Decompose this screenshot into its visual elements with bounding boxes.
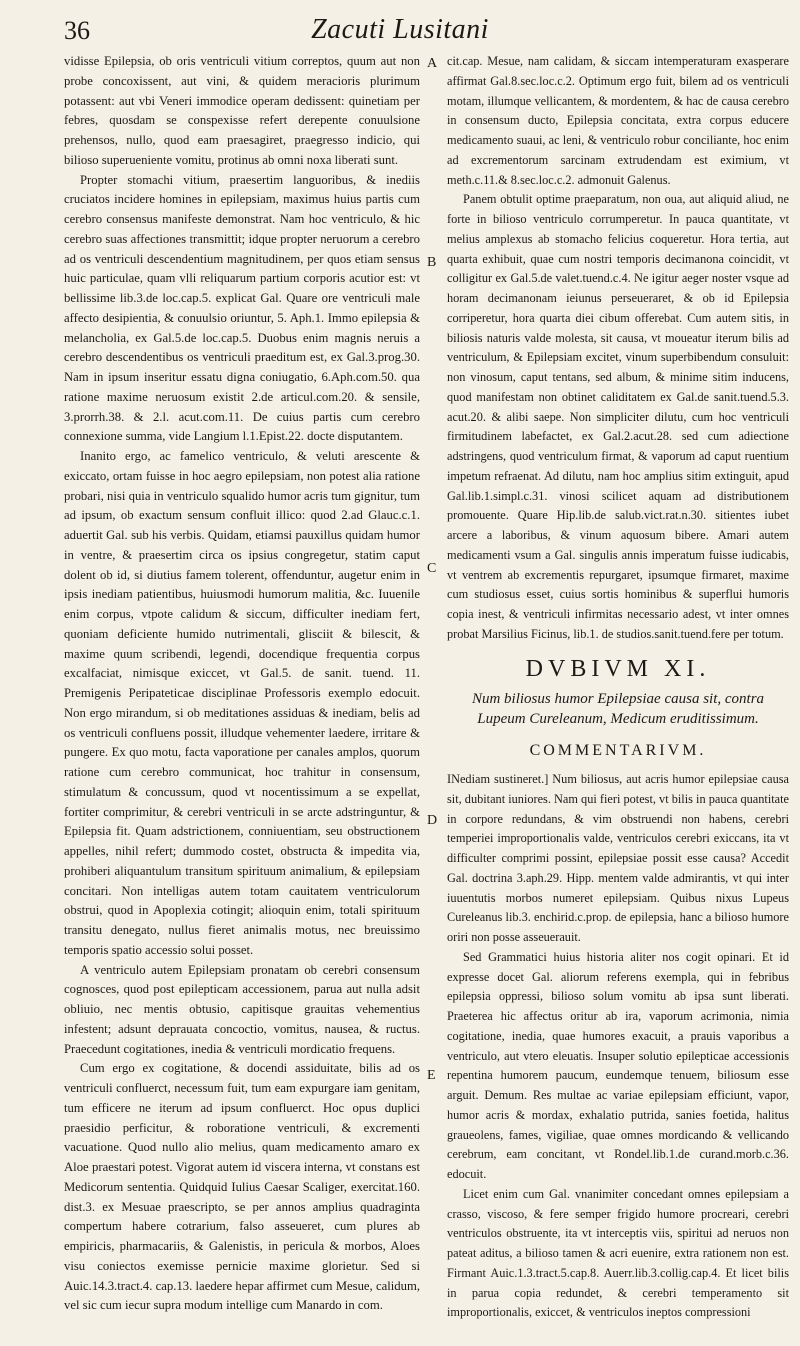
paragraph: Propter stomachi vitium, praesertim languoribus, & inediis cruciatos incidere homines in epilepsiam, maximus huius partis cum cerebro consensus manifeste demonstrat. Nam hoc ventriculo, & hic cerebro suas affectiones transmittit; idque propter neruorum a cerebro ad os ventriculi descendentium magnitudinem, per quos etiam sensus huic particulae, quam vlli reliquarum partium corporis acutior est: vt bellissime lib.3.de loc.cap.5. explicat Gal. Quare ore ventriculi male affecto desipientia, & conuulsio oriuntur, 5. Aph.1. Immo epilepsia & melancholia, ex Gal.5.de loc.cap.5. Duobus enim magnis neruis a cerebro descendentibus os ventriculi praeditum est, ex Gal.3.prog.30. Nam in ipsum inseritur essatu digna coniugatio, 6.Aph.com.50. qua ratione maxime neruosum existit 2.de articul.com.20. & sensile, 3.prorrh.38. & 2.l. acut.com.11. De cuius partis cum cerebro connexione summa, vide Langium l.1.Epist.22. docte disputantem.	[64, 172, 420, 444]
paragraph: Inanito ergo, ac famelico ventriculo, & veluti arescente & exiccato, ortam fuisse in hoc aegro epilepsiam, non potest alia ratione probari, nisi quia in ventriculo squalido humor acris tum gignitur, tum ad ipsum, ob exactum sensum confluit illico: quod 2.ad Glauc.c.1. aduertit Gal. sub his verbis. Quidam, etiamsi pauxillus quidam humor in ventre, & praesertim circa os ipsius congregetur, statim caput dolent ob id, si diutius famem tolerent, offenduntur, augetur enim in ipsis inediam patientibus, huiusmodi humorum malitia, &c. Iuuenile enim corpus, vtpote calidum & siccum, difficulter inediam fert, quoniam deficiente humido nutrimentali, glisciit & bilescit, & maxime quum scribendi, legendi, docendique frequentia corpus excalfaciat, nimisque exiccet, vt Gal.5. de sanit. tuend. 11. Premigenis Peripateticae disciplinae Professoris exemplo edocuit. Non ergo mirandum, si ob meditationes assiduas & inediam, belis ad os ventriculi confluens possit, illudque vehementer laedere, irritare & pungere. Ex quo motu, facta vaporatione per canales amplos, quorum ratione cum cerebro communicat, hoc trahitur in consensum, stimulatum & concussum, quod vt nocentissimum a se expellat, fortiter comprimitur, & cerebri ventriculi in se arcte adstringuntur, & Epilepsia fit. Quam adstrictionem, conniuentiam, seu obstructionem appelles, nihil refert; dummodo costet, obstructa & impedita via, prohiberi aliquantulum transitum spirituum animalium, & epilepsiam concitari. Non intelligas autem totam cauitatem ventriculorum obstrui, quod in Apoplexia cotingit; alioquin enim, totali spirituum transitu denegato, nullus fieret animalis motus, nec breuissimo temporis spatio accessio solui posset.	[64, 449, 420, 957]
page-number: 36	[64, 16, 90, 45]
section-heading: DVBIVM XI.	[525, 655, 711, 682]
paragraph: Cum ergo ex cogitatione, & docendi assiduitate, bilis ad os ventriculi confluerct, necessum fuit, tum eam expurgare iam genitam, tum efficere ne iterum ad ipsum confluerct. Hoc opus duplici praesidio perficitur, & roboratione ventriculi, & excrementi vacuatione. Quod nullo alio melius, quam medicamento amaro ex Aloe praestari potest. Vigorat autem id viscera interna, vt constans est Medicorum sententia. Quidquid Iulius Caesar Scaliger, exercitat.160. dist.3. ex Mesuae praescripto, se per annos amplius quadraginta compertum habere cotrarium, falso asseueret, cum plures ab empiricis, pharmacariis, & Galenistis, in pericula & morbos, Aloes visu coniectos exemisse pernicie maxime glorietur. Sed si Auic.14.3.tract.4. cap.13. laedere hepar affirmet cum Mesue, calidum, vel sic cum iecur supra modum intellige cum Manardo in com.	[64, 1061, 420, 1313]
left-column	[64, 52, 420, 1316]
margin-letter-c: C	[427, 561, 437, 576]
right-column	[447, 52, 789, 1323]
paragraph: Licet enim cum Gal. vnanimiter concedant omnes epilepsiam a crasso, viscoso, & fere semper frigido humore procreari, cerebri ventriculos obstruente, ita vt interceptis viis, spiritui ad neruos non pateat aditus, a bilioso tamen & acri euenire, extra rationem non est. Firmant Auic.1.3.tract.5.cap.8. Auerr.lib.3.collig.cap.4. Et licet bilis in parua copia redundet, & cerebri temperamento sit improportionalis, exiccet, & ventriculos ineptos compressioni	[447, 1186, 789, 1320]
margin-letter-d: D	[427, 813, 438, 828]
paragraph: Panem obtulit optime praeparatum, non oua, aut aliquid aliud, ne forte in bilioso ventriculo corrumperetur. In pauca quantitate, vt melius amplexus ab stomacho felicius coqueretur. Hora tertia, aut quarta exhibuit, quae cum nostri temporis decimanona coincidit, vt colligitur ex Gal.5.de valet.tuend.c.4. Ne igitur aeger noster vsque ad horam decimanonam ieiunus perseueraret, & ob id Epilepsia corriperetur, hora quarta diei cibum offerebat. Cum autem sitis, in biliosis naturis valde molesta, sit causa, vt moueatur iterum bilis ad ventriculum, & Epilepsiam excitet, vinum superbibendum consuluit: non vinosum, caput tentans, sed album, & minime sitim inducens, quod manifestam non obtinet caliditatem ex Gal.de sanit.tuend.5.3. acut.20. & alibi saepe. Non simpliciter dilutu, cum hoc ventriculi firmitudinem labefactet, ex Gal.2.acut.28. sed cum adiectione adstringens, quod ventriculum firmat, & vaporum ad caput ruentium impetum refraenat. Ad dilutu, nam hoc amplius sitim extinguit, apud Gal.lib.1.simpl.c.31. vinosi scilicet aquam ad distributionem promouente. Quare Hip.lib.de salub.vict.rat.n.30. sitientes iubet arcere a laboribus, & vinum aquosum bibere. Amari autem medicamenti vsum a Gal. singulis annis imperatum fuisse iudicabis, vt ventrem ab excrementis repurgaret, ipsumque firmaret, maxime cum studiosus esset, cuius sortis hominibus & superflui humoris copia inest, & ventriculi infirmitas necessario adest, vt inter omnes probat Marsilius Ficinus, lib.1. de studios.sanit.tuend.fere per totum.	[447, 192, 789, 641]
running-head	[0, 14, 800, 50]
paragraph: cit.cap. Mesue, nam calidam, & siccam intemperaturam exasperare affirmat Gal.8.sec.loc.c.2. Optimum ergo fuit, bilem ad os ventriculi motam, illumque vellicantem, & mordentem, & hac de causa cerebro in consensum ducto, Epilepsia concitata, extra corpus educere medicamento suaui, ac leni, & ventriculo robur conciliante, hoc enim ad excrementorum sarcinam extrudendam est eximium, vt meth.c.11.& 8.sec.loc.c.2. admonuit Galenus.	[447, 54, 789, 187]
margin-letter-e: E	[427, 1068, 436, 1083]
paragraph: vidisse Epilepsia, ob oris ventriculi vitium correptos, quum aut non probe concoxissent, aut vini, & quidem meracioris plurimum potassent: aut vbi Veneri immodice operam dedissent: quinetiam per febres, quosdam se conspexisse refert derepente conuulsione prehensos, nullo, quod eam praesagiret, praegresso indicio, qui bilioso superueniente vomitu, protinus ab omni noxa liberati sunt.	[64, 54, 420, 167]
margin-letter-a: A	[427, 56, 438, 71]
running-title: Zacuti Lusitani	[311, 14, 489, 45]
commentary-heading: COMMENTARIVM.	[529, 742, 707, 760]
section-question: Num biliosus humor Epilepsiae causa sit, contra Lupeum Cureleanum, Medicum eruditissimum.	[471, 691, 765, 728]
margin-letter-b: B	[427, 255, 437, 270]
paragraph: INediam sustineret.] Num biliosus, aut acris humor epilepsiae causa sit, dubitant iuniores. Nam qui fieri potest, vt bilis in pauca quantitate in corpore redundans, & vim obstruendi non habens, cerebri temperiei improportionalis valde, ventriculos cerebri exiccans, ita vt difficulter comprimi possint, epilepsiae possit esse causa? Accedit Gal. doctrina 3.aph.29. Hipp. mentem valde admirantis, vt qui inter iuuentutis morbos numeret epilepsiam. Quibus nixus Lupeus Cureleanus lib.3. enchirid.c.prop. de epilepsia, hanc a bilioso humore oriri non posse asseuerauit.	[447, 772, 789, 944]
paragraph: A ventriculo autem Epilepsiam pronatam ob cerebri consensum cognosces, quod post epilepticam accessionem, parua aut nulla adsit obliuio, nec mentis obtusio, capitisque grauitas vehementius infestent; adsunt deprauata concoctio, vomitus, nausea, & ructus. Praecedunt cogitationes, inedia & ventriculi mordicatio frequens.	[64, 962, 420, 1056]
paragraph: Sed Grammatici huius historia aliter nos cogit opinari. Et id expresse docet Gal. aliorum referens exempla, qui in febribus epilepsia oppressi, bilioso solum vomitu ab ipsa sunt liberati. Praeterea hic affectus oritur ab ira, vaporum acrimonia, nimia cogitatione, inedia, quae humores exacuit, a prauis vaporibus a ventriculo, aut vtero eleuatis. Insuper solutio epilepticae accessionis repentina humorem paucum, eundemque tenuem, biliosum esse arguit. Demum. Res multae ac variae epilepsiam efficiunt, vapor, humor acris & mordax, exhalatio putrida, sanies foetida, halitus graueolens, fames, vigiliae, quae omnes mordicando & vellicando cerebrum, eam concitant, vt Rondel.lib.1.de curand.morb.c.36. edocuit.	[447, 949, 789, 1181]
